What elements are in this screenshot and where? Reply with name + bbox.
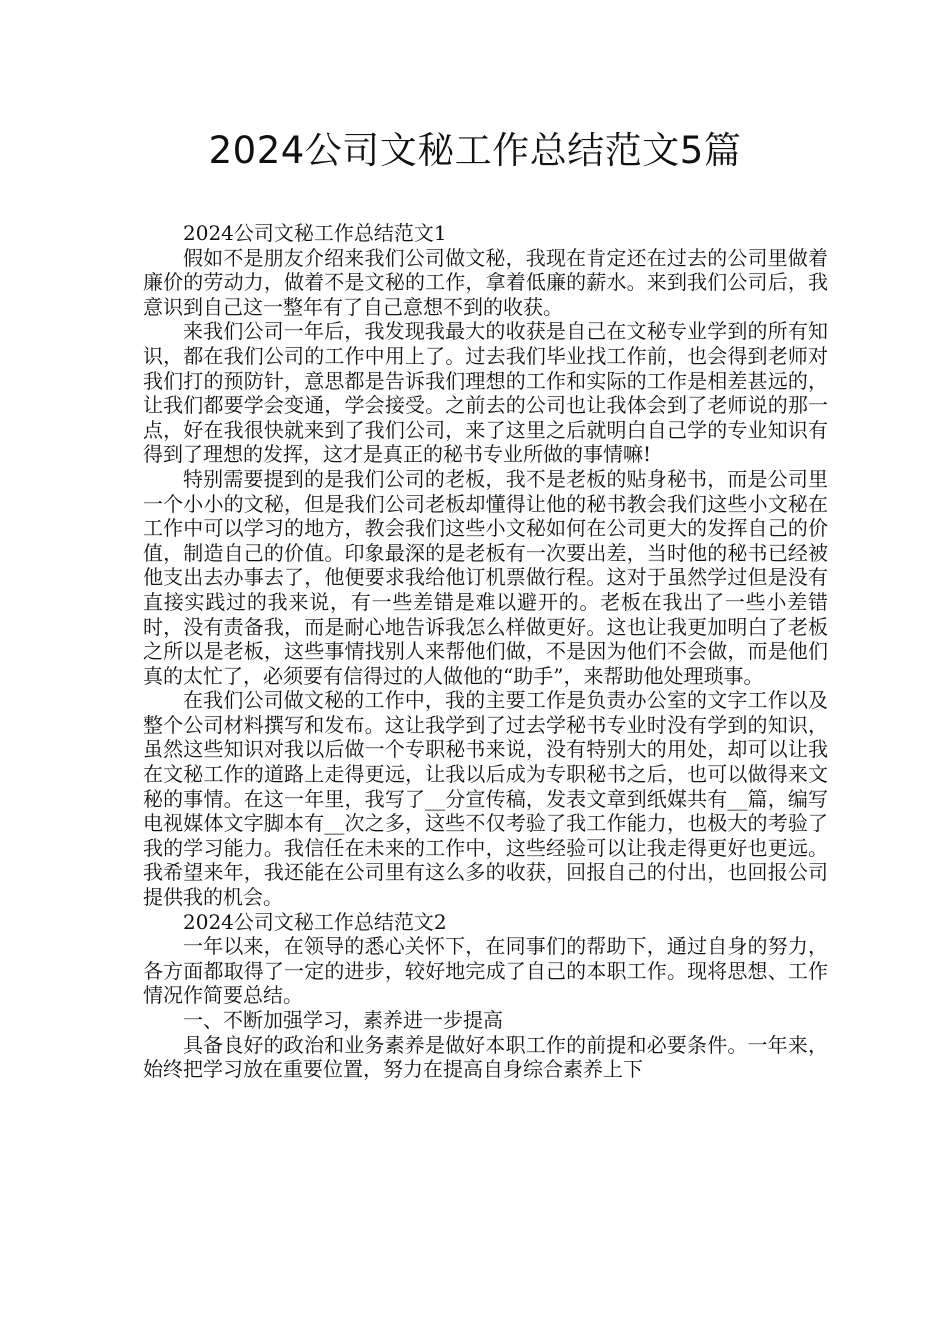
paragraph: 假如不是朋友介绍来我们公司做文秘，我现在肯定还在过去的公司里做着廉价的劳动力，做着不是文秘的工作，拿着低廉的薪水。来到我们公司后，我意识到自己这一整年有了自己意想不到的收获。 (143, 245, 828, 319)
section-heading-1: 2024公司文秘工作总结范文1 (183, 221, 447, 245)
paragraph: 来我们公司一年后，我发现我最大的收获是自己在文秘专业学到的所有知识，都在我们公司的工作中用上了。过去我们毕业找工作前，也会得到老师对我们打的预防针，意思都是告诉我们理想的工作和实际的工作是相差甚远的，让我们都要学会变通，学会接受。之前去的公司也让我体会到了老师说的那一点，好在我很快就来到了我们公司，来了这里之后就明白自己学的专业知识有得到了理想的发挥，这才是真正的秘书专业所做的事情嘛! (143, 319, 828, 467)
subsection-heading: 一、不断加强学习，素养进一步提高 (183, 1008, 503, 1032)
paragraph: 一年以来，在领导的悉心关怀下，在同事们的帮助下，通过自身的努力，各方面都取得了一定的进步，较好地完成了自己的本职工作。现将思想、工作情况作简要总结。 (143, 934, 828, 1008)
section-heading-2: 2024公司文秘工作总结范文2 (183, 909, 447, 934)
document-body (143, 221, 828, 1082)
paragraph: 特别需要提到的是我们公司的老板，我不是老板的贴身秘书，而是公司里一个小小的文秘，但是我们公司老板却懂得让他的秘书教会我们这些小文秘在工作中可以学习的地方，教会我们这些小文秘如何在公司更大的发挥自己的价值，制造自己的价值。印象最深的是老板有一次要出差，当时他的秘书已经被他支出去办事去了，他便要求我给他订机票做行程。这对于虽然学过但是没有直接实践过的我来说，有一些差错是难以避开的。老板在我出了一些小差错时，没有责备我，而是耐心地告诉我怎么样做更好。这也让我更加明白了老板之所以是老板，这些事情找别人来帮他们做，不是因为他们不会做，而是他们真的太忙了，必须要有信得过的人做他的“助手”，来帮助他处理琐事。 (143, 466, 828, 688)
paragraph: 具备良好的政治和业务素养是做好本职工作的前提和必要条件。一年来，始终把学习放在重要位置，努力在提高自身综合素养上下 (143, 1032, 828, 1082)
paragraph: 在我们公司做文秘的工作中，我的主要工作是负责办公室的文字工作以及整个公司材料撰写和发布。这让我学到了过去学秘书专业时没有学到的知识，虽然这些知识对我以后做一个专职秘书来说，没有特别大的用处，却可以让我在文秘工作的道路上走得更远，让我以后成为专职秘书之后，也可以做得来文秘的事情。在这一年里，我写了__分宣传稿，发表文章到纸媒共有__篇，编写电视媒体文字脚本有__次之多，这些不仅考验了我工作能力，也极大的考验了我的学习能力。我信任在未来的工作中，这些经验可以让我走得更好也更远。我希望来年，我还能在公司里有这么多的收获，回报自己的付出，也回报公司提供我的机会。 (143, 688, 828, 910)
document-title: 2024公司文秘工作总结范文5篇 (208, 129, 742, 172)
